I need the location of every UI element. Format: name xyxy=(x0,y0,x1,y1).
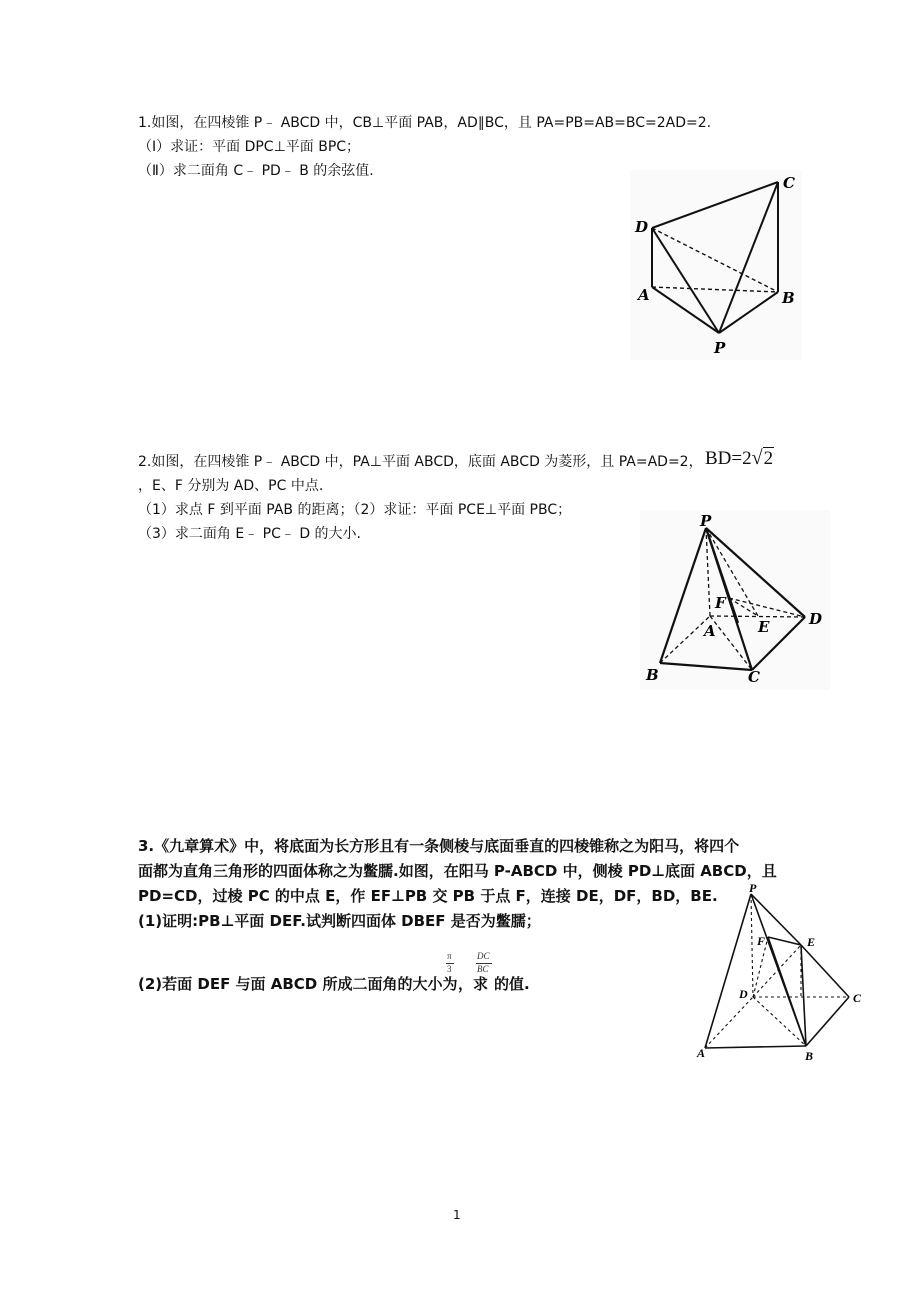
figure-1-pyramid xyxy=(630,170,802,360)
problem2-line4: （3）求二面角 E﹣ PC﹣ D 的大小. xyxy=(138,526,362,542)
fig1-label-B: B xyxy=(782,289,795,307)
fig3-label-B: B xyxy=(805,1049,814,1063)
sqrt-symbol: √ xyxy=(751,447,763,469)
problem3-line5b: ，求 xyxy=(458,975,489,993)
problem1-line3: （Ⅱ）求二面角 C﹣ PD﹣ B 的余弦值. xyxy=(138,163,374,179)
problem3-line1: 3.《九章算术》中，将底面为长方形且有一条侧棱与底面垂直的四棱锥称之为阳马，将四个 xyxy=(138,837,740,855)
fig1-label-C: C xyxy=(783,174,795,192)
fig2-label-F: F xyxy=(715,594,726,612)
problem2-line3: （1）求点 F 到平面 PAB 的距离；（2）求证：平面 PCE⊥平面 PBC； xyxy=(138,502,572,518)
problem3-line5c: 的值. xyxy=(494,975,530,993)
frac-dc-numerator: DC xyxy=(477,951,490,961)
page-number: 1 xyxy=(453,1208,461,1222)
bd-radicand: 2 xyxy=(763,448,774,469)
problem3-line4: (1)证明:PB⊥平面 DEF.试判断四面体 DBEF 是否为鳖臑； xyxy=(138,912,541,930)
fig3-label-C: C xyxy=(853,991,862,1005)
fig3-label-P: P xyxy=(749,881,757,895)
fig2-label-A: A xyxy=(704,622,716,640)
fig1-label-P: P xyxy=(714,339,726,357)
problem3-line3: PD=CD，过棱 PC 的中点 E，作 EF⊥PB 交 PB 于点 F，连接 DE，DF，BD，BE. xyxy=(138,887,718,905)
frac-dc-denominator: BC xyxy=(477,964,489,974)
frac-pi-numerator: π xyxy=(447,951,452,961)
problem2-line2: ，E、F 分别为 AD、PC 中点. xyxy=(138,478,324,494)
problem2-line1: 2.如图，在四棱锥 P﹣ ABCD 中，PA⊥平面 ABCD，底面 ABCD 为菱形，且 PA=AD=2， xyxy=(138,454,703,470)
fig2-label-P: P xyxy=(700,512,712,530)
fig3-label-E: E xyxy=(807,935,816,949)
figure-2-pyramid xyxy=(640,510,830,690)
fig1-label-A: A xyxy=(638,286,650,304)
fig2-label-E: E xyxy=(758,618,770,636)
fig2-label-C: C xyxy=(748,668,760,686)
problem1-line2: （Ⅰ）求证：平面 DPC⊥平面 BPC； xyxy=(138,139,361,155)
fig2-label-D: D xyxy=(809,610,823,628)
fig2-label-B: B xyxy=(646,666,659,684)
problem3-line2: 面都为直角三角形的四面体称之为鳖臑.如图，在阳马 P-ABCD 中，侧棱 PD⊥底面 ABCD，且 xyxy=(138,862,777,880)
problem3-line5a: (2)若面 DEF 与面 ABCD 所成二面角的大小为 xyxy=(138,975,458,993)
fig3-label-F: F xyxy=(757,934,766,948)
fig1-label-D: D xyxy=(635,218,649,236)
bd-text: BD=2 xyxy=(705,448,752,469)
problem2-bd-formula xyxy=(705,447,774,470)
fig3-label-D: D xyxy=(739,987,748,1001)
fig3-label-A: A xyxy=(697,1046,706,1060)
frac-pi-denominator: 3 xyxy=(447,964,452,974)
figure-3-yangma xyxy=(693,880,873,1065)
problem1-line1: 1.如图，在四棱锥 P﹣ ABCD 中，CB⊥平面 PAB，AD∥BC，且 PA=PB=AB=BC=2AD=2. xyxy=(138,115,712,131)
